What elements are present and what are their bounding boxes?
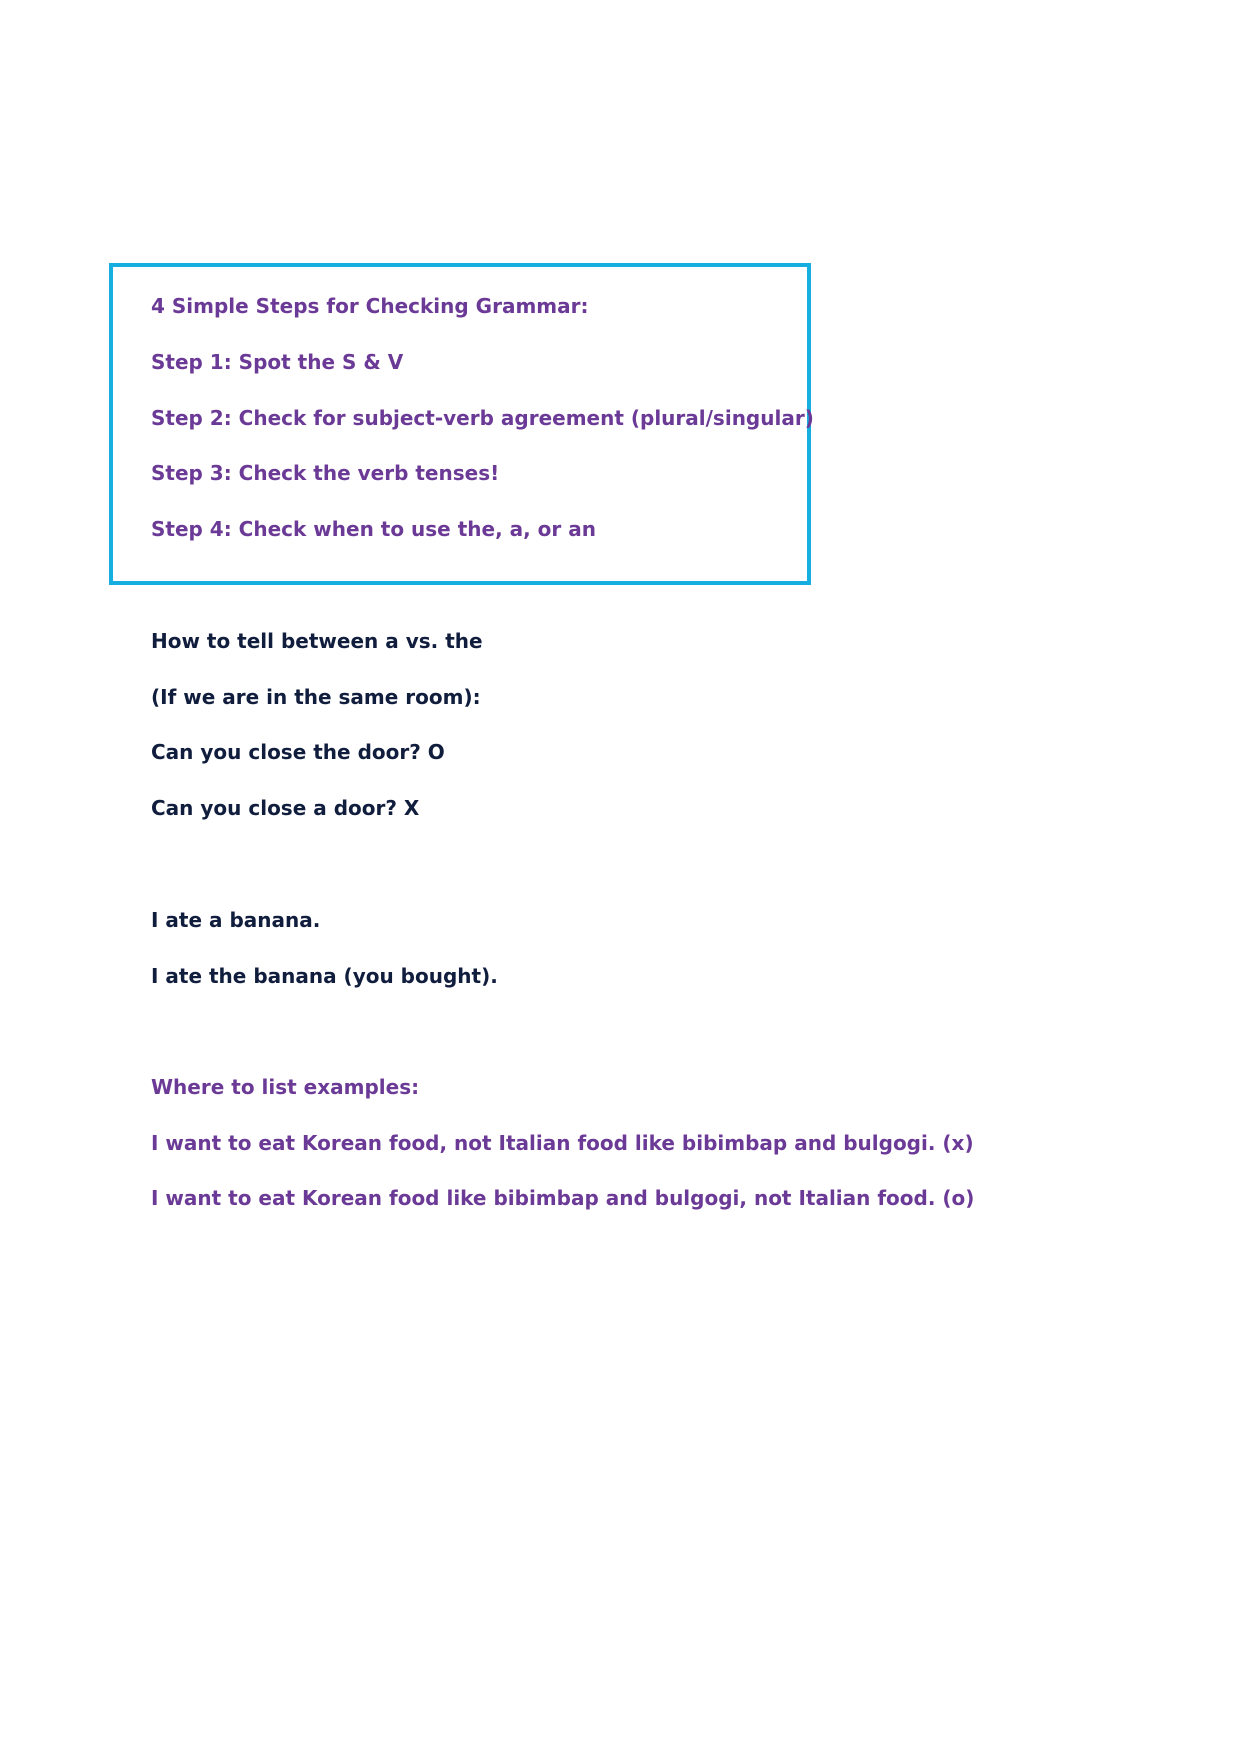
door-example-correct: Can you close the door? O xyxy=(151,740,445,764)
steps-heading: 4 Simple Steps for Checking Grammar: xyxy=(151,294,589,318)
list-example-incorrect: I want to eat Korean food, not Italian food like bibimbap and bulgogi. (x) xyxy=(151,1131,974,1155)
articles-heading: How to tell between a vs. the xyxy=(151,629,483,653)
banana-example-the: I ate the banana (you bought). xyxy=(151,964,498,988)
banana-example-a: I ate a banana. xyxy=(151,908,321,932)
step-4: Step 4: Check when to use the, a, or an xyxy=(151,517,596,541)
list-heading: Where to list examples: xyxy=(151,1075,420,1099)
door-example-incorrect: Can you close a door? X xyxy=(151,796,420,820)
step-2: Step 2: Check for subject-verb agreement (plural/singular) xyxy=(151,406,814,430)
list-example-correct: I want to eat Korean food like bibimbap and bulgogi, not Italian food. (o) xyxy=(151,1186,975,1210)
articles-context: (If we are in the same room): xyxy=(151,685,481,709)
step-1: Step 1: Spot the S & V xyxy=(151,350,404,374)
step-3: Step 3: Check the verb tenses! xyxy=(151,461,500,485)
